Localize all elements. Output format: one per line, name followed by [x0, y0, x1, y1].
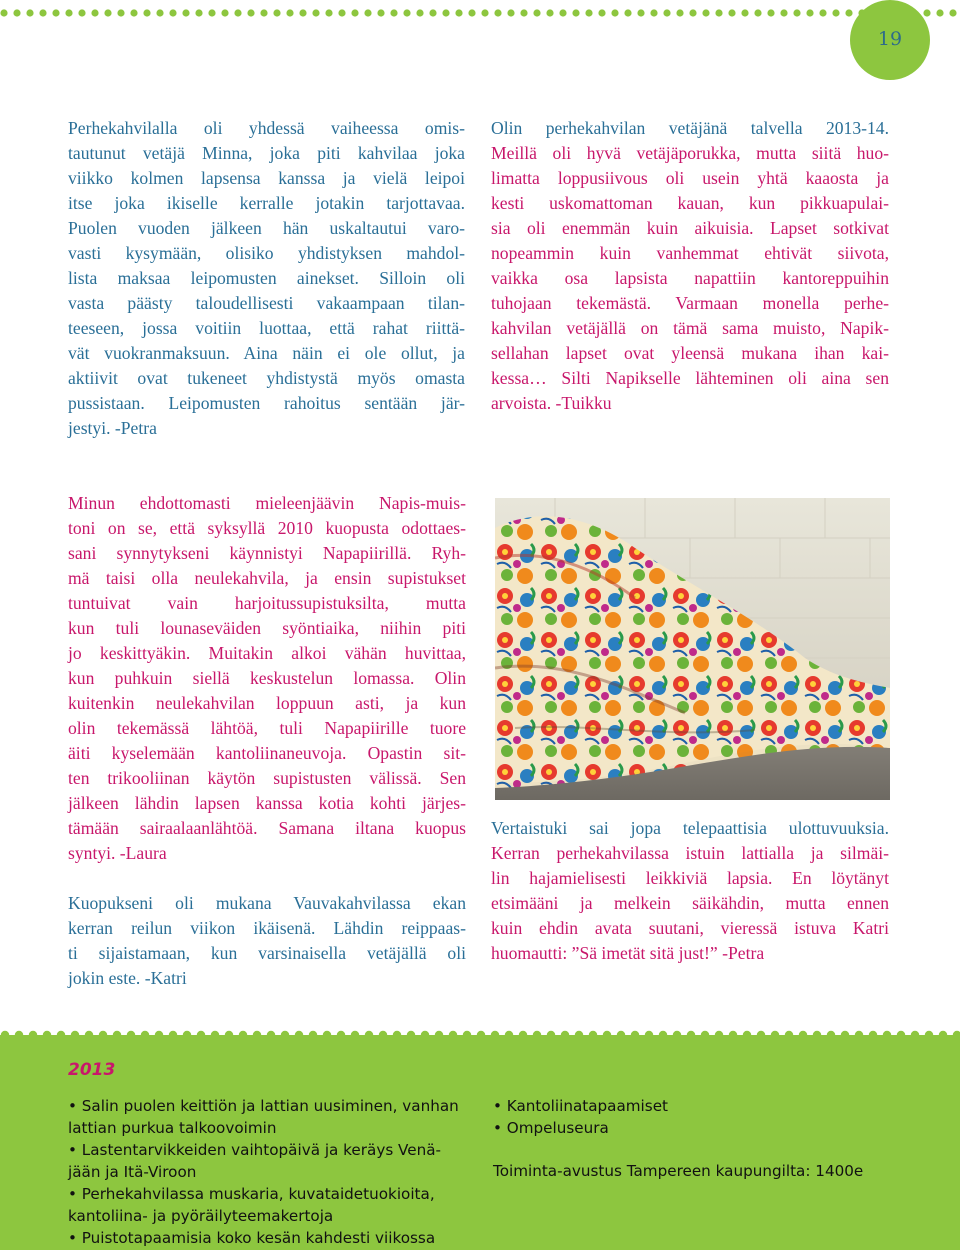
border-dot	[936, 9, 943, 16]
border-dot	[507, 9, 514, 16]
text-line: pussistaan. Leipomusten rahoitus sentään jär-	[68, 393, 465, 413]
border-dot	[365, 1031, 373, 1039]
border-dot	[39, 9, 46, 16]
border-dot	[650, 9, 657, 16]
border-dot	[1, 1031, 9, 1039]
text-line: kuin ehdin avata suutani, vieressä istuva Katri	[491, 918, 889, 938]
text-line: Meillä oli hyvä vetäjäporukka, mutta siitä huo-	[491, 143, 889, 163]
border-dot	[505, 1031, 513, 1039]
border-dot	[645, 1031, 653, 1039]
border-dot	[715, 1031, 723, 1039]
border-dot	[603, 1031, 611, 1039]
text-line: toni on se, että syksyllä 2010 kuopusta odottaes-	[68, 518, 466, 538]
text-line: sani synnytykseni käynnistyi Napapiirillä. Ryh-	[68, 543, 466, 563]
border-dot	[754, 9, 761, 16]
border-dot	[572, 9, 579, 16]
border-dot	[925, 1031, 933, 1039]
border-dot	[78, 9, 85, 16]
text-line: jestyi. -Petra	[68, 418, 157, 438]
text-line: kahvilan vetäjällä on tämä sama muisto, Napik-	[491, 318, 889, 338]
border-dot	[519, 1031, 527, 1039]
border-dot	[286, 9, 293, 16]
border-dot	[99, 1031, 107, 1039]
text-line: nopeammin kuin vanhemmat ehtivät siivota,	[491, 243, 889, 263]
border-dot	[855, 1031, 863, 1039]
border-dot	[780, 9, 787, 16]
border-dot	[939, 1031, 947, 1039]
list-item: lattian purkua talkoovoimin	[68, 1119, 277, 1137]
border-dot	[26, 9, 33, 16]
border-dot	[449, 1031, 457, 1039]
border-dot	[841, 1031, 849, 1039]
border-dot	[491, 1031, 499, 1039]
border-dot	[611, 9, 618, 16]
border-dot	[351, 1031, 359, 1039]
story-petra-telepathy	[491, 816, 889, 966]
border-dot	[743, 1031, 751, 1039]
text-line: jokin este. -Katri	[68, 968, 187, 988]
border-dot	[897, 1031, 905, 1039]
text-line: sia oli enemmän kuin aikuisia. Lapset sotkivat	[491, 218, 889, 238]
text-line: tuntuivat vain harjoitussupistuksilta, mutta	[68, 593, 466, 613]
border-dot	[156, 9, 163, 16]
list-item: • Kantoliinatapaamiset	[493, 1097, 668, 1115]
border-dot	[701, 1031, 709, 1039]
border-dot	[911, 1031, 919, 1039]
border-dot	[813, 1031, 821, 1039]
border-dot	[85, 1031, 93, 1039]
text-line: kessa… Silti Napikselle lähteminen oli aina sen	[491, 368, 889, 388]
border-dot	[676, 9, 683, 16]
border-dot	[883, 1031, 891, 1039]
border-dot	[379, 1031, 387, 1039]
border-dot	[793, 9, 800, 16]
text-line: aktiivit ovat tukeneet yhdistystä myös omasta	[68, 368, 465, 388]
border-dot	[455, 9, 462, 16]
border-dot	[29, 1031, 37, 1039]
border-dot	[155, 1031, 163, 1039]
text-line: jo keskittyäkin. Muitakin alkoi vähän huvittaa,	[68, 643, 466, 663]
text-line: kun tuli lounaseväiden syöntiaika, niihin piti	[68, 618, 466, 638]
border-dot	[819, 9, 826, 16]
border-dot	[143, 9, 150, 16]
border-dot	[281, 1031, 289, 1039]
text-line: Kuopukseni oli mukana Vauvakahvilassa ekan	[68, 893, 466, 913]
border-dot	[421, 1031, 429, 1039]
border-dot	[239, 1031, 247, 1039]
border-dot	[869, 1031, 877, 1039]
border-dot	[169, 1031, 177, 1039]
text-line: Olin perhekahvilan vetäjänä talvella 2013-14.	[491, 118, 889, 138]
border-dot	[741, 9, 748, 16]
border-dot	[225, 1031, 233, 1039]
border-dot	[663, 9, 670, 16]
border-dot	[197, 1031, 205, 1039]
border-dot	[757, 1031, 765, 1039]
border-dot	[468, 9, 475, 16]
border-dot	[429, 9, 436, 16]
text-line: olin tekemässä lähtöä, tuli Napapiirille tuore	[68, 718, 466, 738]
border-dot	[463, 1031, 471, 1039]
text-line: teeseen, jossa voitiin luottaa, että rahat riittä-	[68, 318, 465, 338]
border-dot	[113, 1031, 121, 1039]
border-dot	[575, 1031, 583, 1039]
border-dot	[631, 1031, 639, 1039]
text-line: kun puhkuin siellä keskustelun lomassa. Olin	[68, 668, 466, 688]
funding-note: Toiminta-avustus Tampereen kaupungilta: 1400e	[493, 1162, 864, 1180]
list-item: jään ja Itä-Viroon	[68, 1163, 197, 1181]
list-item: • Salin puolen keittiön ja lattian uusiminen, vanhan	[68, 1097, 459, 1115]
border-dot	[325, 9, 332, 16]
text-line: vasta päästy taloudellisesti vakaampaan tilan-	[68, 293, 465, 313]
border-dot	[127, 1031, 135, 1039]
text-line: tämään sairaalaanlähtöä. Samana iltana kuopus	[68, 818, 466, 838]
border-dot	[477, 1031, 485, 1039]
border-dot	[435, 1031, 443, 1039]
border-dot	[208, 9, 215, 16]
text-line: Minun ehdottomasti mieleenjäävin Napis-muis-	[68, 493, 466, 513]
text-line: tautunut vetäjä Minna, joka piti kahvilaa joka	[68, 143, 465, 163]
border-dot	[832, 9, 839, 16]
border-dot	[673, 1031, 681, 1039]
border-dot	[771, 1031, 779, 1039]
border-dot	[617, 1031, 625, 1039]
text-line: äiti kyselemään kantoliinaneuvoja. Opastin sit-	[68, 743, 466, 763]
list-item: kantoliina- ja pyöräilyteemakertoja	[68, 1207, 334, 1225]
text-line: lista maksaa leipomusten ainekset. Silloin oli	[68, 268, 465, 288]
list-item: • Lastentarvikkeiden vaihtopäivä ja keräys Venä-	[68, 1141, 442, 1159]
text-line: Vertaistuki sai jopa telepaattisia ulottuvuuksia.	[491, 818, 889, 838]
text-line: kesti uskomattoman kauan, kun pikkuapulai-	[491, 193, 889, 213]
text-line: mä taisi olla neulekahvila, ja ensin supistukset	[68, 568, 466, 588]
list-item: • Puistotapaamisia koko kesän kahdesti viikossa	[68, 1229, 436, 1247]
activities-list-right	[493, 1095, 893, 1139]
border-dot	[43, 1031, 51, 1039]
text-line: vasti kysymään, olisiko yhdistyksen mahdol-	[68, 243, 465, 263]
border-dot	[403, 9, 410, 16]
border-dot	[416, 9, 423, 16]
border-dot	[260, 9, 267, 16]
border-dot	[659, 1031, 667, 1039]
border-dot	[295, 1031, 303, 1039]
border-dot	[169, 9, 176, 16]
border-dot	[183, 1031, 191, 1039]
border-dot	[728, 9, 735, 16]
text-line: Perhekahvilalla oli yhdessä vaiheessa omis-	[68, 118, 465, 138]
text-line: kerran reilun viikon ikäisenä. Lähdin reippaas-	[68, 918, 466, 938]
border-dot	[624, 9, 631, 16]
text-line: jälkeen lähdin lapsen kanssa kotia kohti järjes-	[68, 793, 466, 813]
border-dot	[57, 1031, 65, 1039]
border-dot	[71, 1031, 79, 1039]
text-line: Kerran perhekahvilassa istuin lattialla ja silmäi-	[491, 843, 889, 863]
border-dot	[547, 1031, 555, 1039]
blankets-photo	[495, 498, 890, 800]
border-dot	[845, 9, 852, 16]
text-line: arvoista. -Tuikku	[491, 393, 612, 413]
border-dot	[689, 9, 696, 16]
border-dot	[65, 9, 72, 16]
text-line: itse joka ikiselle kerralle jotakin tarjottavaa.	[68, 193, 465, 213]
story-tuikku	[491, 116, 889, 416]
border-dot	[953, 1031, 960, 1039]
border-dot	[785, 1031, 793, 1039]
border-dot	[273, 9, 280, 16]
list-item: • Ompeluseura	[493, 1119, 609, 1137]
border-dot	[0, 9, 7, 16]
year-heading: 2013	[68, 1060, 116, 1080]
border-dot	[715, 9, 722, 16]
text-line: viikko kolmen lapsensa kanssa ja vielä leipoi	[68, 168, 465, 188]
page-number: 19	[877, 28, 903, 50]
activities-list-left	[68, 1095, 473, 1249]
border-dot	[141, 1031, 149, 1039]
border-dot	[589, 1031, 597, 1039]
border-dot	[195, 9, 202, 16]
border-dot	[390, 9, 397, 16]
text-line: lin hajamielisesti leikkiviä lapsia. En löytänyt	[491, 868, 889, 888]
border-dot	[182, 9, 189, 16]
border-dot	[309, 1031, 317, 1039]
border-dot	[827, 1031, 835, 1039]
story-minna	[68, 116, 465, 441]
border-dot	[546, 9, 553, 16]
text-line: ti sijaistamaan, kun varsinaisella vetäjällä oli	[68, 943, 466, 963]
border-dot	[15, 1031, 23, 1039]
border-dot	[104, 9, 111, 16]
border-dot	[923, 9, 930, 16]
list-item: • Perhekahvilassa muskaria, kuvataidetuokioita,	[68, 1185, 435, 1203]
border-dot	[338, 9, 345, 16]
border-dot	[533, 1031, 541, 1039]
border-dot	[806, 9, 813, 16]
border-dot	[337, 1031, 345, 1039]
text-line: Puolen vuoden jälkeen hän uskaltautui varo-	[68, 218, 465, 238]
text-line: vaikka osa lapsista napattiin kantoreppuihin	[491, 268, 889, 288]
text-line: kuitenkin neulekahvilan loppuun asti, ja kun	[68, 693, 466, 713]
top-dotted-border	[0, 6, 960, 20]
border-dot	[559, 9, 566, 16]
border-dot	[247, 9, 254, 16]
text-line: sellahan lapset ovat yleensä mukana ihan kai-	[491, 343, 889, 363]
border-dot	[799, 1031, 807, 1039]
story-laura	[68, 491, 466, 866]
border-dot	[117, 9, 124, 16]
blankets-illustration	[495, 498, 890, 800]
border-dot	[598, 9, 605, 16]
text-line: tuhojaan tekemästä. Varmaan monella perhe-	[491, 293, 889, 313]
text-line: huomautti: ”Sä imetät sitä just!” -Petra	[491, 943, 765, 963]
border-dot	[442, 9, 449, 16]
border-dot	[637, 9, 644, 16]
border-dot	[949, 9, 956, 16]
border-dot	[533, 9, 540, 16]
text-line: syntyi. -Laura	[68, 843, 167, 863]
bottom-dotted-border	[0, 1026, 960, 1042]
border-dot	[351, 9, 358, 16]
border-dot	[91, 9, 98, 16]
border-dot	[702, 9, 709, 16]
border-dot	[130, 9, 137, 16]
text-line: etsimääni ja melkein säikähdin, mutta ennen	[491, 893, 889, 913]
text-line: vät vuokranmaksuun. Aina näin ei ole ollut, ja	[68, 343, 465, 363]
border-dot	[494, 9, 501, 16]
border-dot	[585, 9, 592, 16]
border-dot	[407, 1031, 415, 1039]
border-dot	[520, 9, 527, 16]
border-dot	[377, 9, 384, 16]
border-dot	[481, 9, 488, 16]
border-dot	[267, 1031, 275, 1039]
border-dot	[687, 1031, 695, 1039]
border-dot	[561, 1031, 569, 1039]
story-katri	[68, 891, 466, 991]
border-dot	[253, 1031, 261, 1039]
border-dot	[364, 9, 371, 16]
border-dot	[299, 9, 306, 16]
border-dot	[234, 9, 241, 16]
border-dot	[13, 9, 20, 16]
text-line: limatta loppusiivous oli usein yhtä kaaosta ja	[491, 168, 889, 188]
border-dot	[221, 9, 228, 16]
border-dot	[323, 1031, 331, 1039]
border-dot	[211, 1031, 219, 1039]
border-dot	[312, 9, 319, 16]
text-line: ten trikooliinan käytön supistusten välissä. Sen	[68, 768, 466, 788]
border-dot	[393, 1031, 401, 1039]
border-dot	[52, 9, 59, 16]
border-dot	[767, 9, 774, 16]
border-dot	[729, 1031, 737, 1039]
